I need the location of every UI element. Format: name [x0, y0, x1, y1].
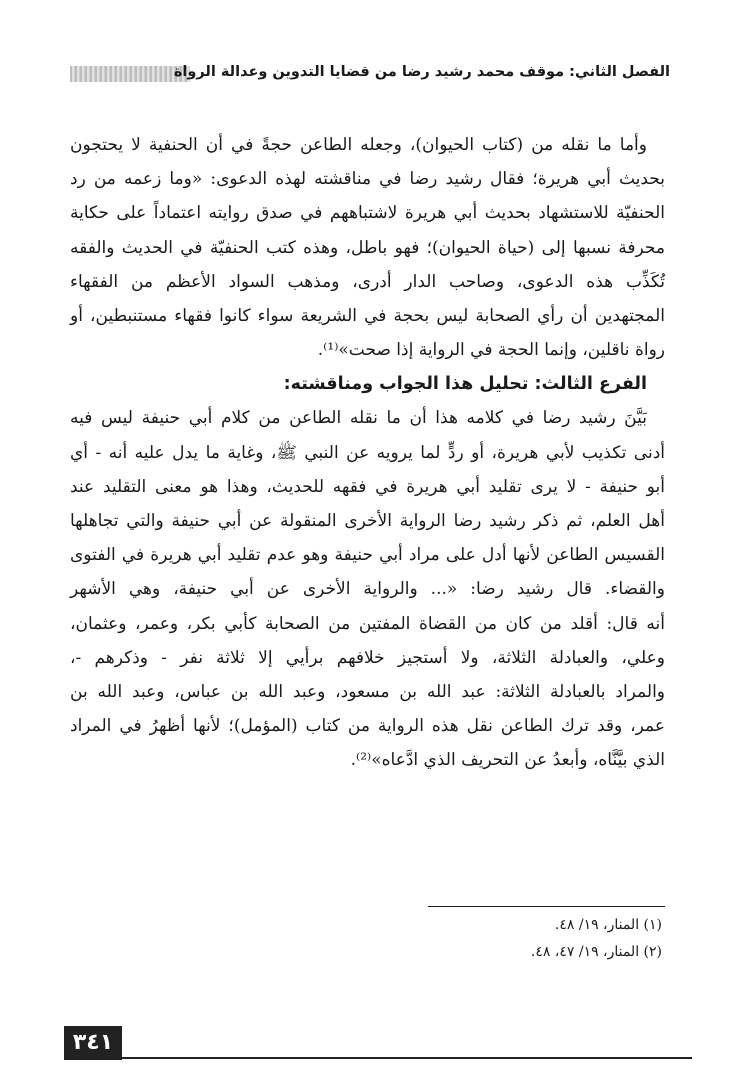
body-line: المجتهدين أن رأي الصحابة ليس بحجة في الشريعة سواء كانوا فقهاء مستنبطين، أو	[70, 306, 665, 327]
body-line: الحنفيّة للاستشهاد بحديث أبي هريرة لاشتباههم في صدق روايته اعتماداً على حكاية	[70, 203, 665, 224]
section-heading: الفرع الثالث: تحليل هذا الجواب ومناقشته:	[283, 374, 647, 395]
body-line: وأما ما نقله من (كتاب الحيوان)، وجعله الطاعن حجةً في أن الحنفية لا يحتجون	[70, 135, 647, 155]
page-number: ٣٤١	[64, 1026, 122, 1060]
page-body	[70, 128, 665, 778]
body-line: بحديث أبي هريرة؛ فقال رشيد رضا في مناقشته لهذه الدعوى: «وما زعمه من رد	[70, 169, 665, 190]
body-line: أدنى تكذيب لأبي هريرة، أو ردٍّ لما يرويه عن النبي ﷺ، وغاية ما يدل عليه أنه - أي	[70, 442, 665, 463]
body-line: محرفة نسبها إلى (حياة الحيوان)؛ فهو باطل، وهذه كتب الحنفيّة في الحديث والفقه	[70, 237, 665, 258]
body-line: أنه قال: أقلد من كان من القضاة المفتين من الصحابة كأبي بكر، وعمر، وعثمان،	[70, 613, 665, 634]
running-header-title: الفصل الثاني: موقف محمد رشيد رضا من قضايا التدوين وعدالة الرواة	[173, 64, 670, 80]
body-line: والقضاء. قال رشيد رضا: «... والرواية الأخرى عن أبي حنيفة، وهي الأشهر	[70, 579, 665, 600]
body-line: القسيس الطاعن لأنها أدل على مراد أبي حنيفة وهو عدم تقليد أبي هريرة في الفتوى	[70, 545, 665, 566]
footnote: (١) المنار، ١٩/ ٤٨.	[554, 917, 662, 933]
body-line: والمراد بالعبادلة الثلاثة: عبد الله بن مسعود، وعبد الله بن عباس، وعبد الله بن	[70, 682, 665, 703]
body-line: الذي بيَّنَّاه، وأبعدُ عن التحريف الذي ادَّعاه»⁽²⁾.	[350, 750, 665, 771]
body-line: تُكَذِّب هذه الدعوى، وصاحب الدار أدرى، ومذهب السواد الأعظم من الفقهاء	[70, 271, 665, 292]
body-line: وعلي، والعبادلة الثلاثة، ولا أستجيز خلافهم برأيي إلا ثلاثة نفر - وذكرهم -،	[70, 647, 665, 668]
footer-rule	[122, 1057, 692, 1059]
body-line: عمر، وقد ترك الطاعن نقل هذه الرواية من كتاب (المؤمل)؛ لأنها أظهرُ في المراد	[70, 716, 665, 737]
footnote-separator	[428, 906, 665, 907]
body-line: أبو حنيفة - لا يرى تقليد أبي هريرة في فقهه للحديث، وهذا هو معنى التقليد عند	[70, 476, 665, 497]
footnotes	[362, 912, 662, 966]
body-line: بَيَّنَ رشيد رضا في كلامه هذا أن ما نقله الطاعن من كلام أبي حنيفة ليس فيه	[70, 408, 647, 429]
running-header	[70, 60, 670, 90]
body-line: أهل العلم، ثم ذكر رشيد رضا الرواية الأخرى المنقولة عن أبي حنيفة والتي تجاهلها	[70, 511, 665, 532]
footnote: (٢) المنار، ١٩/ ٤٧، ٤٨.	[530, 944, 662, 960]
body-line: رواة ناقلين، وإنما الحجة في الرواية إذا صحت»⁽¹⁾.	[317, 340, 665, 361]
header-ornament	[70, 66, 190, 82]
